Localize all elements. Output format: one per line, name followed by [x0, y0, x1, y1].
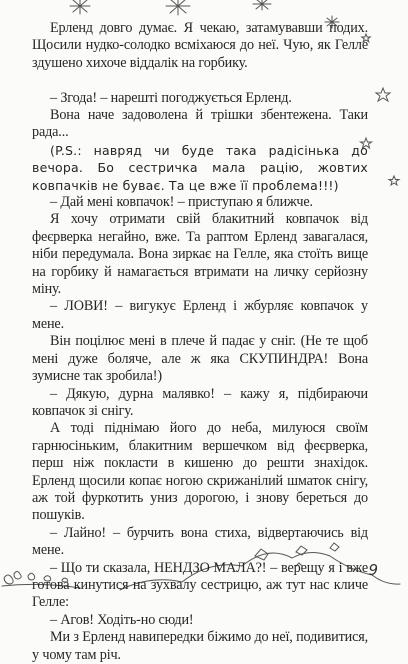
paragraph: Вона наче задоволена й трішки збентежена. Таки рада... [32, 107, 368, 141]
paragraph: – Агов! Ходіть-но сюди! [50, 611, 194, 628]
snow-doodle [4, 575, 13, 584]
sparkle-icon [70, 0, 90, 14]
paragraph: Ми з Ерленд навипередки біжимо до неї, подивитися, у чому там річ. [32, 629, 368, 663]
paragraph: – Лайно! – бурчить вона стиха, відвертаючись від мене. [32, 524, 368, 559]
snow-doodle [14, 572, 21, 580]
sparkle-icon [253, 0, 271, 10]
paragraph: – Дякую, дурна малявко! – кажу я, підбираючи ковпачок зі снігу. [32, 385, 368, 419]
handwritten-note: (P.S.: навряд чи буде така радісінька до вечора. Бо сестричка мала рацію, жовтих ковпачків не буває. Та це вже її проблема!!!) [32, 142, 368, 193]
paragraph: – Згода! – нарешті погоджується Ерленд. [50, 89, 292, 106]
paragraph: – Що ти сказала, НЕНДЗО МАЛА?! – верещу я і вже готова кинутися на зухвалу сестрицю, аж тут нас кличе Гелле: [32, 559, 368, 611]
paragraph: – ЛОВИ! – вигукує Ерленд і жбурляє ковпачок у мене. [32, 298, 368, 332]
page-number: 9 [368, 561, 378, 579]
sparkle-icon [166, 0, 190, 15]
paragraph: – Дай мені ковпачок! – приступаю я ближче. [50, 194, 313, 211]
star-icon [376, 88, 390, 101]
star-icon [389, 176, 399, 185]
paragraph: А тоді піднімаю його до неба, милуюся своїм гарнюсіньким, блакитним вершечком від феєрверка, перш ніж покласти в кишеню до решти знахідок. Ерленд щосили копає ногою скрижанілий шматок снігу, аж той фуркотить униз дорогою, і знову береться до пошуків. [32, 420, 368, 524]
paragraph: Я хочу отримати свій блакитний ковпачок від феєрверка негайно, вже. Та раптом Ерленд завагалася, ніби передумала. Вона зиркає на Гелле, яка стоїть вище на горбику й намагається втримати на личку серйозну міну. [32, 211, 368, 298]
paragraph: Ерленд довго думає. Я чекаю, затамувавши подих. Щосили нудко-солодко всміхаюся до неї. Чую, як Гелле здушено хихоче віддалік на горбику. [32, 20, 368, 71]
story-text [32, 20, 368, 664]
paragraph: Він поцілює мені в плече й падає у сніг. (Не те щоб мені дуже боляче, але ж яка СКУПИНДРА! Вона зумисне так зробила!) [32, 333, 368, 385]
